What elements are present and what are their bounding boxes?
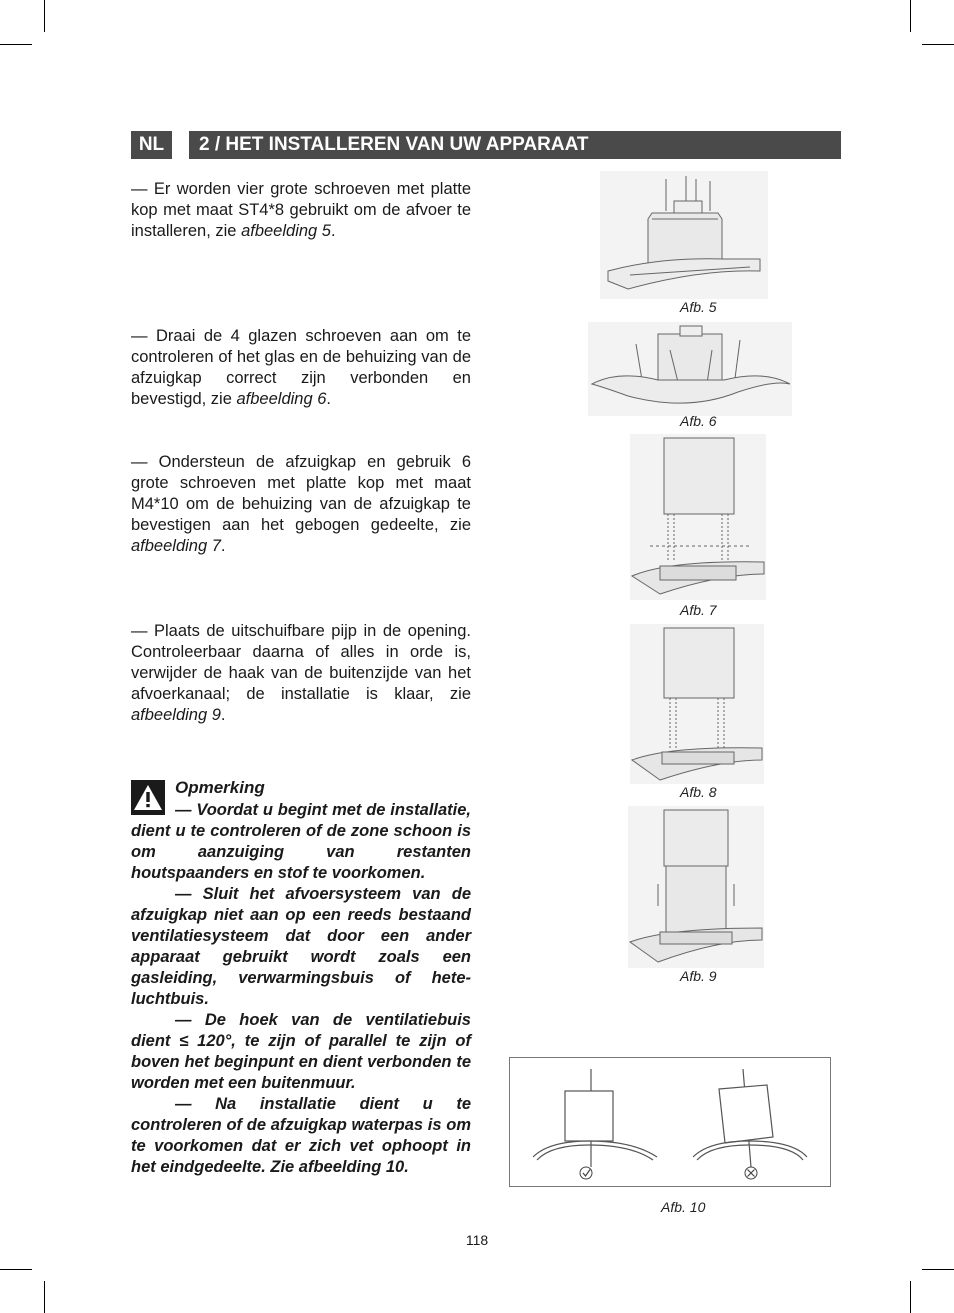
- figure-8-illustration: [630, 624, 764, 784]
- figure-caption: Afb. 7: [680, 602, 717, 618]
- instruction-paragraph: [131, 179, 471, 242]
- language-badge: NL: [131, 131, 172, 159]
- note-title: Opmerking: [175, 778, 265, 797]
- figure-reference: afbeelding 7: [131, 537, 221, 555]
- figure-reference: afbeelding 6: [236, 390, 327, 408]
- crop-mark: [44, 1281, 45, 1313]
- paragraph-end: .: [326, 390, 331, 408]
- paragraph-end: .: [220, 706, 226, 724]
- page-number: 118: [465, 1232, 489, 1248]
- note-item: — Voordat u begint met de installatie, dient u te controleren of de zone schoon is om aanzuiging van restanten houtspaanders en stof te voorkomen.: [131, 801, 471, 882]
- crop-mark: [0, 44, 32, 45]
- paragraph-end: .: [330, 222, 336, 240]
- figure-9-illustration: [628, 806, 764, 968]
- crop-mark: [0, 1269, 32, 1270]
- figure-5-illustration: [600, 171, 768, 299]
- crop-mark: [910, 0, 911, 32]
- crop-mark: [44, 0, 45, 32]
- instruction-paragraph: [131, 452, 471, 557]
- note-body: [131, 800, 471, 1178]
- figure-caption: Afb. 5: [680, 299, 717, 315]
- paragraph-text: — Plaats de uitschuifbare pijp in de opening. Controleerbaar daarna of alles in orde is, verwijder de haak van de buitenzijde van het afvoerkanaal; de installatie is klaar, zie: [131, 622, 471, 703]
- crop-mark: [922, 1269, 954, 1270]
- crop-mark: [910, 1281, 911, 1313]
- instruction-paragraph: [131, 621, 471, 726]
- figure-6-illustration: [588, 322, 792, 416]
- paragraph-text: — Er worden vier grote schroeven met platte kop met maat ST4*8 gebruikt om de afvoer te installeren, zie: [131, 180, 471, 240]
- note-item: — Sluit het afvoersysteem van de afzuigkap niet aan op een reeds bestaand ventilatiesysteem dat door een ander apparaat gebruikt wordt zoals een gasleiding, verwarmingsbuis of hete-luchtbuis.: [131, 885, 471, 1008]
- note-item: — Na installatie dient u te controleren of de afzuigkap waterpas is om te voorkomen dat er zich vet ophoopt in het eindgedeelte. Zie afbeelding 10.: [131, 1095, 471, 1176]
- figure-reference: afbeelding 9: [131, 706, 221, 724]
- crop-mark: [922, 44, 954, 45]
- figure-caption: Afb. 10: [661, 1199, 706, 1215]
- figure-reference: afbeelding 5: [241, 222, 331, 240]
- section-title: 2 / HET INSTALLEREN VAN UW APPARAAT: [189, 131, 841, 159]
- paragraph-text: — Ondersteun de afzuigkap en gebruik 6 grote schroeven met platte kop met maat M4*10 om de behuizing van de afzuigkap te bevestigen aan het gebogen gedeelte, zie: [131, 453, 471, 534]
- paragraph-end: .: [220, 537, 226, 555]
- figure-caption: Afb. 8: [680, 784, 717, 800]
- figure-caption: Afb. 6: [680, 413, 717, 429]
- figure-10-illustration: [509, 1057, 831, 1187]
- note-item: — De hoek van de ventilatiebuis dient ≤ 120°, te zijn of parallel te zijn of boven het beginpunt en dient verbonden te worden met een buitenmuur.: [131, 1011, 471, 1092]
- figure-caption: Afb. 9: [680, 968, 717, 984]
- instruction-paragraph: [131, 326, 471, 410]
- figure-7-illustration: [630, 434, 766, 600]
- paragraph-text: — Draai de 4 glazen schroeven aan om te controleren of het glas en de behuizing van de afzuigkap correct zijn verbonden en bevestigd, zie: [131, 327, 471, 408]
